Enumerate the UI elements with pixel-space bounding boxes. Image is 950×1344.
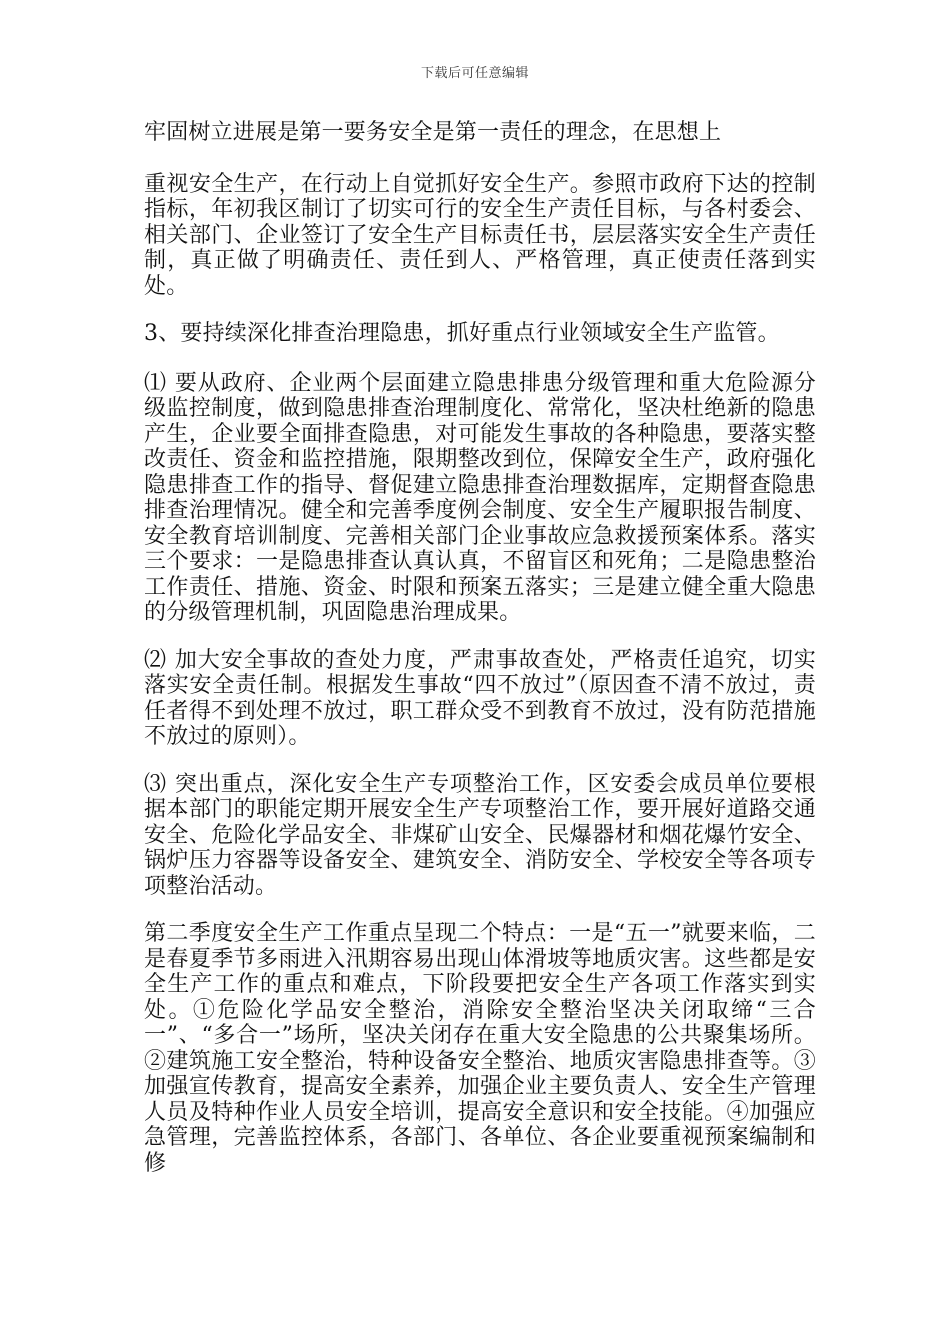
- paragraph-item-3: ⑶ 突出重点，深化安全生产专项整治工作，区安委会成员单位要根据本部门的职能定期开展安全生产专项整治工作，要开展好道路交通安全、危险化学品安全、非煤矿山安全、民爆器材和烟花爆竹安全、锅炉压力容器等设备安全、建筑安全、消防安全、学校安全等各项专项整治活动。: [144, 771, 816, 899]
- section-heading-3: 3、要持续深化排查治理隐患，抓好重点行业领域安全生产监管。: [144, 321, 780, 346]
- paragraph-item-1: ⑴ 要从政府、企业两个层面建立隐患排患分级管理和重大危险源分级监控制度，做到隐患排查治理制度化、常常化，坚决杜绝新的隐患产生，企业要全面排查隐患，对可能发生事故的各种隐患，要落实整改责任、资金和监控措施，限期整改到位，保障安全生产，政府强化隐患排查工作的指导、督促建立隐患排查治理数据库，定期督查隐患排查治理情况。健全和完善季度例会制度、安全生产履职报告制度、安全教育培训制度、完善相关部门企业事故应急救援预案体系。落实三个要求：一是隐患排查认真认真，不留盲区和死角；二是隐患整治工作责任、措施、资金、时限和预案五落实；三是建立健全重大隐患的分级管理机制，巩固隐患治理成果。: [144, 370, 816, 625]
- document-body: [144, 120, 816, 1198]
- paragraph-second-quarter: 第二季度安全生产工作重点呈现二个特点：一是“五一”就要来临，二是春夏季节多雨进入汛期容易出现山体滑坡等地质灾害。这些都是安全生产工作的重点和难点，下阶段要把安全生产各项工作落实到实处。①危险化学品安全整治，消除安全整治坚决关闭取缔“三合一”、“多合一”场所，坚决关闭存在重大安全隐患的公共聚集场所。②建筑施工安全整治，特种设备安全整治、地质灾害隐患排查等。③加强宣传教育，提高安全素养，加强企业主要负责人、安全生产管理人员及特种作业人员安全培训，提高安全意识和安全技能。④加强应急管理，完善监控体系，各部门、各单位、各企业要重视预案编制和修: [144, 921, 816, 1176]
- paragraph-responsibility: 重视安全生产，在行动上自觉抓好安全生产。参照市政府下达的控制指标，年初我区制订了切实可行的安全生产责任目标，与各村委会、相关部门、企业签订了安全生产目标责任书，层层落实安全生产责任制，真正做了明确责任、责任到人、严格管理，真正使责任落到实处。: [144, 171, 816, 299]
- paragraph-intro-line: 牢固树立进展是第一要务安全是第一责任的理念，在思想上: [144, 120, 722, 145]
- paragraph-item-2: ⑵ 加大安全事故的查处力度，严肃事故查处，严格责任追究，切实落实安全责任制。根据发生事故“四不放过”（原因查不清不放过，责任者得不到处理不放过，职工群众受不到教育不放过，没有防范措施不放过的原则）。: [144, 647, 816, 749]
- page-header: 下载后可任意编辑: [420, 66, 529, 81]
